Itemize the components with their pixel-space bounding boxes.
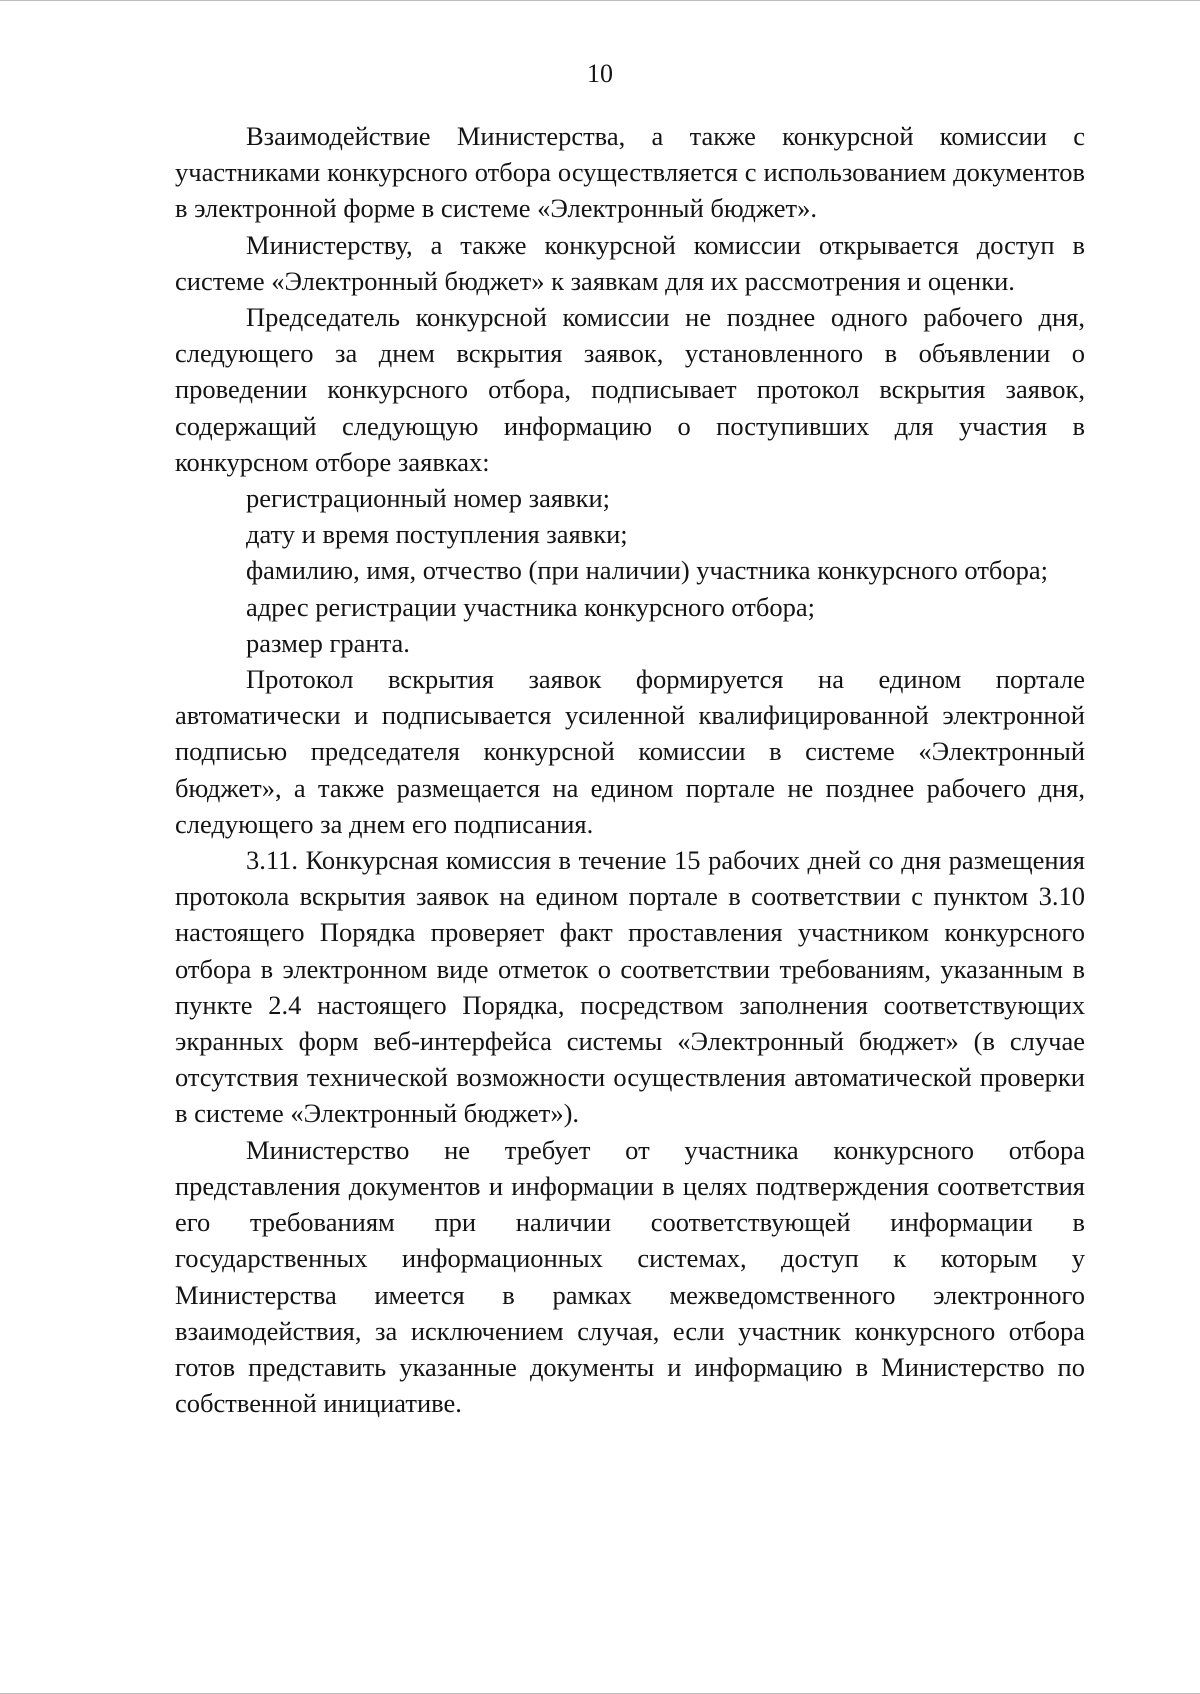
list-item-full-name: фамилию, имя, отчество (при наличии) участника конкурсного отбора; [246, 555, 1049, 586]
list-item-registration-number: регистрационный номер заявки; [246, 483, 611, 514]
paragraph-chairman-protocol: Председатель конкурсной комиссии не позднее одного рабочего дня, следующего за днем вскрытия заявок, установленного в объявлении о проведении конкурсного отбора, подписывает протокол вскрытия заявок, содержащий следующую информацию о поступивших для участия в конкурсном отборе заявках: [175, 302, 1085, 477]
paragraph-clause-3-11: 3.11. Конкурсная комиссия в течение 15 рабочих дней со дня размещения протокола вскрытия заявок на едином портале в соответствии с пунктом 3.10 настоящего Порядка проверяет факт проставления участником конкурсного отбора в электронном виде отметок о соответствии требованиям, указанным в пункте 2.4 настоящего Порядка, посредством заполнения соответствующих экранных форм веб-интерфейса системы «Электронный бюджет» (в случае отсутствия технической возможности осуществления автоматической проверки в системе «Электронный бюджет»). [175, 845, 1085, 1129]
list-item-date-time: дату и время поступления заявки; [246, 519, 628, 550]
paragraph-ministry-documents: Министерство не требует от участника конкурсного отбора представления документов и информации в целях подтверждения соответствия его требованиям при наличии соответствующей информации в государственных информационных системах, доступ к которым у Министерства имеется в рамках межведомственного электронного взаимодействия, за исключением случая, если участник конкурсного отбора готов представить указанные документы и информацию в Министерство по собственной инициативе. [175, 1134, 1085, 1419]
paragraph-protocol-signing: Протокол вскрытия заявок формируется на едином портале автоматически и подписывается усиленной квалифицированной электронной подписью председателя конкурсной комиссии в системе «Электронный бюджет», а также размещается на едином портале не позднее рабочего дня, следующего за днем его подписания. [175, 664, 1085, 839]
scan-top-edge [0, 0, 1200, 1]
paragraph-access: Министерству, а также конкурсной комиссии открывается доступ в системе «Электронный бюджет» к заявкам для их рассмотрения и оценки. [175, 229, 1085, 296]
list-item-address: адрес регистрации участника конкурсного отбора; [246, 591, 815, 622]
list-item-grant-size: размер гранта. [246, 627, 410, 658]
document-body [175, 118, 1085, 1421]
paragraph-interaction: Взаимодействие Министерства, а также конкурсной комиссии с участниками конкурсного отбора осуществляется с использованием документов в электронной форме в системе «Электронный бюджет». [175, 121, 1085, 224]
page-number: 10 [587, 59, 613, 88]
